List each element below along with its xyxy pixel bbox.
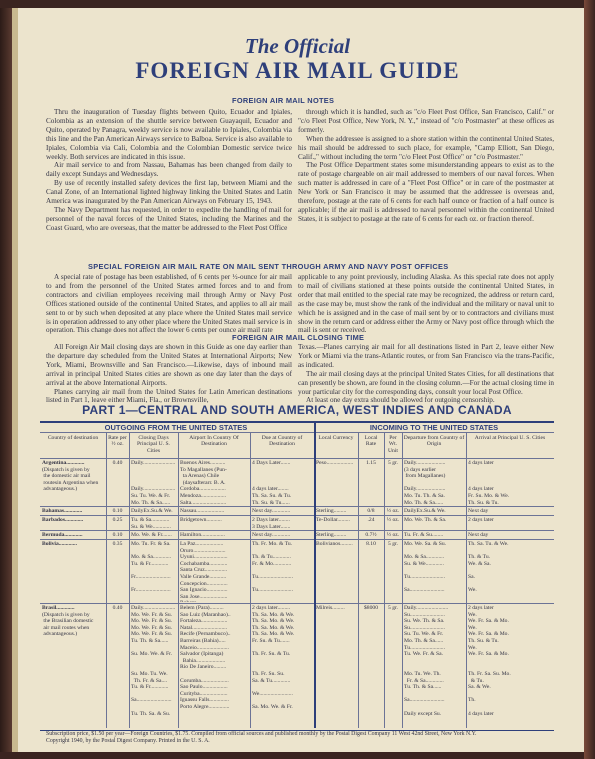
- table-cell-due: Next day.............: [252, 532, 291, 538]
- country-name: Bolivia.............: [42, 541, 77, 547]
- table-cell-country: [42, 541, 104, 602]
- table-column-rule: [466, 432, 467, 728]
- table-column-rule: [402, 432, 403, 728]
- table-cell-currency: Milreis.........: [316, 605, 345, 611]
- special-left-column: [46, 273, 292, 335]
- country-name: Bermuda.............: [42, 532, 83, 538]
- notes-right-column: [298, 108, 554, 224]
- table-cell-arrival: Th. Sa. Tu. & We. Th. & Tu. We. & Sa. Sa. We.: [468, 541, 509, 594]
- table-cell-arrival: Next day: [468, 532, 489, 538]
- column-header: Due at Country of Destination: [261, 435, 303, 448]
- book-spine: [0, 8, 12, 752]
- notes-paragraph: through which it is handled, such as "c/o Fleet Post Office, San Francisco, Calif." or "c/o Fleet Post Office, New York, N. Y.," instead of "c/o Postmaster" at these offices as formerly.: [298, 108, 554, 134]
- table-cell-departure: Mo. We. Th. & Sa.: [404, 517, 447, 523]
- table-cell-local-rate: 0/8: [367, 508, 375, 514]
- closing-paragraph: Texas.—Planes carrying air mail for all destinations listed in Part 2, leave either New York or Miami via the trans-Atlantic routes, or from San Francisco via the trans-Pacific, as indicated.: [298, 343, 554, 369]
- table-cell-departure: Daily....................... Su......................... Su. We. Th. & Sa. Su......................... Su. Tu. We. & Fr. Mo. Th. & Sa...... Tu......................... Tu. We. Fr. & Sa. Mo. Tu. We. Th. Fr. & Sa............. Tu. Th. & Sa...... Sa......................... Daily except Su.: [404, 605, 449, 717]
- column-header: Local Rate: [364, 435, 378, 448]
- closing-left-column: [46, 343, 292, 405]
- table-cell-local-rate: .24: [367, 517, 375, 523]
- table-cell-country: [42, 460, 104, 505]
- table-cell-unit: 5 gr.: [388, 460, 398, 466]
- table-cell-departure: Tu. Fr. & Su........: [404, 532, 444, 538]
- table-cell-currency: Sterling.........: [316, 508, 347, 514]
- table-cell-airport: Bridgetown...........: [180, 517, 222, 523]
- country-name: Brasil.............: [42, 605, 75, 611]
- column-header: Closing Days Principal U. S. Cities: [137, 435, 170, 454]
- notes-paragraph: When the addressee is assigned to a shore station within the continental United States, his mail should be addressed to such place, for example, "Camp Elliott, San Diego, Calif.," without including the term "c/o Fleet Post Office" or "c/o Postmaster.": [298, 134, 554, 161]
- table-cell-airport: La Paz.................... Oruro....................... Uyuni........................ Cochabamba............. Santa Cruz................ Valle Grande............ Concepcion............... San Ignacio............... San Jose....................: [180, 541, 228, 600]
- outgoing-group-label: OUTGOING FROM THE UNITED STATES: [104, 423, 248, 432]
- table-cell-country: [42, 508, 104, 514]
- table-column-rule: [358, 432, 359, 728]
- table-cell-arrival: 4 days later 4 days later Fr. Su. Mo. & We. Th. Su. & Tu.: [468, 460, 510, 505]
- closing-time-heading: FOREIGN AIR MAIL CLOSING TIME: [232, 333, 365, 342]
- table-cell-rate: 0.10: [112, 508, 123, 514]
- table-cell-local-rate: 0.7½: [365, 532, 377, 538]
- table-cell-unit: ½ oz.: [386, 508, 400, 514]
- table-cell-arrival: 2 days later: [468, 517, 494, 523]
- column-header: Airport In Country Of Destination: [189, 435, 239, 448]
- table-cell-closing: Mo. We. & Fr.......: [131, 532, 172, 538]
- notes-paragraph: The Post Office Department states some misunderstanding appears to exist as to the rate of postage chargeable on air mail addressed to members of our naval forces. When such matter is addressed in care of a "Fleet Post Office" or in care of the postmaster at New York or San Francisco it may be assumed that the addressee is overseas and, therefore, postage at the rate of 6 cents for each half ounce or fraction of a half ounce is applicable; if the air mail is addressed to naval personnel within the continental United States, it is subject to postage at the rate of 6 cents for each oz. or fraction thereof.: [298, 161, 554, 223]
- closing-paragraph: All Foreign Air Mail closing days are shown in this Guide as one day earlier than the departure day scheduled from the United States at International Airports; New York, Miami, Brownsville and San Francisco.—Likewise, days of inbound mail arrival in principal United States cities are shown as one day later than the days of arrival at the above International Airports.: [46, 343, 292, 387]
- special-rate-heading: SPECIAL FOREIGN AIR MAIL RATE ON MAIL SENT THROUGH ARMY AND NAVY POST OFFICES: [88, 262, 449, 271]
- table-rule: [40, 530, 554, 531]
- closing-paragraph: Planes carrying air mail from the United States for Latin American destinations listed in Part 1, leave either Miami, Fla., or Brownsville,: [46, 387, 292, 405]
- table-cell-unit: ½ oz.: [386, 532, 400, 538]
- table-cell-airport: Belem (Para).......... Sao Luiz (Maranhao).. Fortaleza................... Natal......................... Recife (Pernambuco).. Barreiras (Bahia)..... Maceio....................... Salvador (Ipitanga) Bahia..................... Rio De Janeiro......... Corumba.................... Sao Paulo.................. Curityba.................... Iguassu Falls.............. Porto Alegre...............: [180, 605, 231, 710]
- table-cell-departure: Mo. We. Sa. & Su. Mo. & Sa............. Su. & We............. Tu......................... Sa.........................: [404, 541, 447, 594]
- table-cell-airport: Buenos Aires........... To Magallanes (Pun- ta Arenas) Chile (daysafterarr. B. A. Cordoba................... Mendoza.................. Salta.........................: [180, 460, 227, 505]
- closing-paragraph: The air mail closing days at the principal United States Cities, for all destinations that can presently be shown, are found in the closing column.—For the actual closing time in your particular city for the corresponding days, consult your local Post Office.: [298, 369, 554, 396]
- column-header: Local Currency: [318, 435, 354, 441]
- table-cell-arrival: Next day: [468, 508, 489, 514]
- country-note: (Dispatch is given by the Brasilian domestic air mail routes when advantageous.): [42, 611, 94, 638]
- country-name: Argentina.............: [42, 460, 85, 466]
- page-footer: Subscription price, $1.50 per year—Foreign Countries, $1.75. Compiled from official sources and published monthly by the Postal Digest Company 11 West 42nd Street, New York N.Y. Copyright 1940, by the Postal Digest Company. Printed in the U. S. A.: [46, 731, 477, 744]
- incoming-group-label: INCOMING TO THE UNITED STATES: [369, 423, 499, 432]
- table-cell-local-rate: $8000: [364, 605, 378, 611]
- table-rule: [40, 603, 554, 604]
- table-cell-currency: Bolivianos.........: [316, 541, 353, 547]
- column-header: Per Wt. Unit: [388, 435, 398, 454]
- table-cell-closing: Tu. & Sa............. Su. & We.............: [131, 517, 171, 529]
- country-name: Bahamas.............: [42, 508, 83, 514]
- special-paragraph: A special rate of postage has been established, of 6 cents per ½-ounce for air mail to and from the personnel of the United States armed forces and to and from contractors and civilian employees receiving mail through Army or Navy Post Offices stationed outside of the continental United States, and applies to all air mail sent to or by such when deposited at any place where the United States mail service is in operation addressed to any other place where the United States mail service is in operation. This change does not affect the lower 6 cents per ounce air mail rate: [46, 273, 292, 335]
- table-cell-airport: Hamilton.................: [180, 532, 225, 538]
- title-the-official: The Official: [244, 34, 351, 58]
- book-edge: [584, 0, 595, 759]
- column-header: Departure from Country of Origin: [403, 435, 465, 448]
- table-column-rule: [384, 432, 385, 728]
- table-column-rule: [106, 432, 107, 728]
- closing-paragraph: At least one day extra should be allowed for outgoing censorship.: [306, 396, 495, 405]
- table-cell-closing: Daily....................... Mo. We. Fr. & Su. Mo. We. Fr. & Su. Mo. We. Fr. & Su. Mo. We. Fr. & Su. Tu. Th. & Sa...... Su. Mo. We. & Fr. Su. Mo. Tu. We. Th. Fr. & Sa.... Tu. & Fr............. Sa......................... Tu. Th. Sa. & Su.: [131, 605, 176, 717]
- table-cell-unit: 5 gr.: [388, 541, 398, 547]
- column-header: Country of destination: [47, 435, 99, 441]
- column-header: Rate per ½ oz.: [108, 435, 127, 448]
- table-cell-airport: Nassau....................: [180, 508, 225, 514]
- table-cell-departure: DailyEx.Su.& We.: [404, 508, 446, 514]
- table-cell-country: [42, 532, 104, 538]
- part1-heading: PART 1—CENTRAL AND SOUTH AMERICA, WEST INDIES AND CANADA: [82, 403, 512, 417]
- table-cell-departure: Daily..................... (3 days earlier from Magallanes) Daily..................... Mo. Tu. Th. & Sa. Mo. Th. & Sa......: [404, 460, 446, 505]
- table-cell-rate: 0.25: [112, 517, 123, 523]
- table-rule: [40, 539, 554, 540]
- notes-left-column: [46, 108, 292, 233]
- table-cell-country: [42, 517, 104, 529]
- table-cell-local-rate: 1.15: [366, 460, 376, 466]
- table-cell-unit: 5 gr.: [388, 605, 398, 611]
- column-header: Arrival at Principal U. S. Cities: [474, 435, 546, 441]
- table-cell-unit: ½ oz.: [386, 517, 400, 523]
- page-title: FOREIGN AIR MAIL GUIDE: [135, 58, 460, 83]
- country-name: Barbados.............: [42, 517, 84, 523]
- table-cell-currency: Peso...................: [316, 460, 354, 466]
- table-rule: [40, 506, 554, 507]
- table-column-rule: [250, 432, 251, 728]
- special-right-column: [298, 273, 554, 335]
- table-rule: [40, 515, 554, 516]
- table-cell-rate: 0.10: [112, 532, 123, 538]
- table-column-rule: [129, 432, 130, 728]
- table-cell-rate: 0.40: [112, 605, 123, 611]
- special-paragraph: applicable to any point previously, including Alaska. As this special rate does not apply to mail of civilians stationed at these points outside the continental United States, in order that mail entitled to the special rate may be recognized, the address or return card, as the case may be, must show the rank of the individual and the military or naval unit to which he is assigned and in the case of mail sent by or to contractors and civilians must show in the return card or address either the Army or Navy post office through which the mail is sent or received.: [298, 273, 554, 335]
- table-cell-rate: 0.40: [112, 460, 123, 466]
- notes-paragraph: Thru the inauguration of Tuesday flights between Quito, Ecuador and Ipiales, Colombia as an extension of the shuttle service between Guayaquil, Ecuador and Quito, operated by Panagra, weekly service is now available to Ipiales, Colombia via this line and the Pan American Airways service to Balboa. Service is also available to Ipiales, Colombia via Cali, Colombia and the Colombian Domestic service twice weekly. Both services are indicated in this issue.: [46, 108, 292, 161]
- table-cell-rate: 0.35: [112, 541, 123, 547]
- country-note: (Dispatch is given by the domestic air mail routesin Argentina when advantageous.): [42, 466, 99, 493]
- table-cell-due: 2 days later......... Th. Sa. Mo. & We. Th. Sa. Mo. & We. Th. Sa. Mo. & We. Th. Sa. Mo. & We. Fr. Su. & Tu....... Th. Fr. Su. & Tu. Th. Fr. Su. Su. Sa. & Tu............. We........................ Sa. Mo. We. & Fr.: [252, 605, 295, 710]
- table-cell-closing: DailyEx.Su.& We.: [131, 508, 173, 514]
- table-cell-arrival: 2 days later We. We. Fr. Sa. & Mo. We. We. Fr. Sa. & Mo. Th. Su. & Tu. We. We. Fr. Sa. & Mo. Th. Fr. Sa. Su. Mo. & Tu. Sa. & We. Th. 4 days later: [468, 605, 511, 717]
- table-cell-local-rate: 8.10: [366, 541, 376, 547]
- table-cell-currency: Te-Dollar.........: [316, 517, 350, 523]
- notes-paragraph: By use of recently installed safety devices the first lap, between Miami and the Canal Zone, of an International lighted highway linking the United States and Latin America was inaugurated by the Pan American Airways on February 15, 1943.: [46, 179, 292, 206]
- table-cell-due: Th. Fr. Mo. & Tu. Th. & Tu............. Fr. & Mo............. Tu......................... Tu.........................: [252, 541, 293, 594]
- table-cell-country: [42, 605, 104, 727]
- closing-right-column: [298, 343, 554, 405]
- table-cell-due: 4 Days Later....... 4 days later........ Th. Sa. Su. & Tu. Th. Su. & Tu......: [252, 460, 292, 505]
- notes-paragraph: The Navy Department has requested, in order to expedite the handling of mail for personnel of the naval forces of the United States, including the Marines and the Coast Guard, who are overseas, that the matter be addressed to the Fleet Post Office: [46, 205, 292, 232]
- table-cell-closing: Daily....................... Daily....................... Su. Tu. We. & Fr. Mo. Th. & Sa......: [131, 460, 176, 505]
- table-cell-due: Next day.............: [252, 508, 291, 514]
- table-rule: [40, 458, 554, 459]
- table-column-rule: [178, 432, 179, 728]
- notes-paragraph: Air mail service to and from Nassau, Bahamas has been changed from daily to daily except Sundays and Wednesdays.: [46, 161, 292, 179]
- table-cell-due: 2 Days later........ 3 Days Later.......: [252, 517, 291, 529]
- table-cell-currency: Sterling.........: [316, 532, 347, 538]
- table-rule: [40, 432, 554, 433]
- table-cell-closing: Mo. Tu. Fr. & Sa. Mo. & Sa............. Tu. & Fr............. Fr......................... Fr.........................: [131, 541, 172, 594]
- notes-heading: FOREIGN AIR MAIL NOTES: [232, 96, 335, 105]
